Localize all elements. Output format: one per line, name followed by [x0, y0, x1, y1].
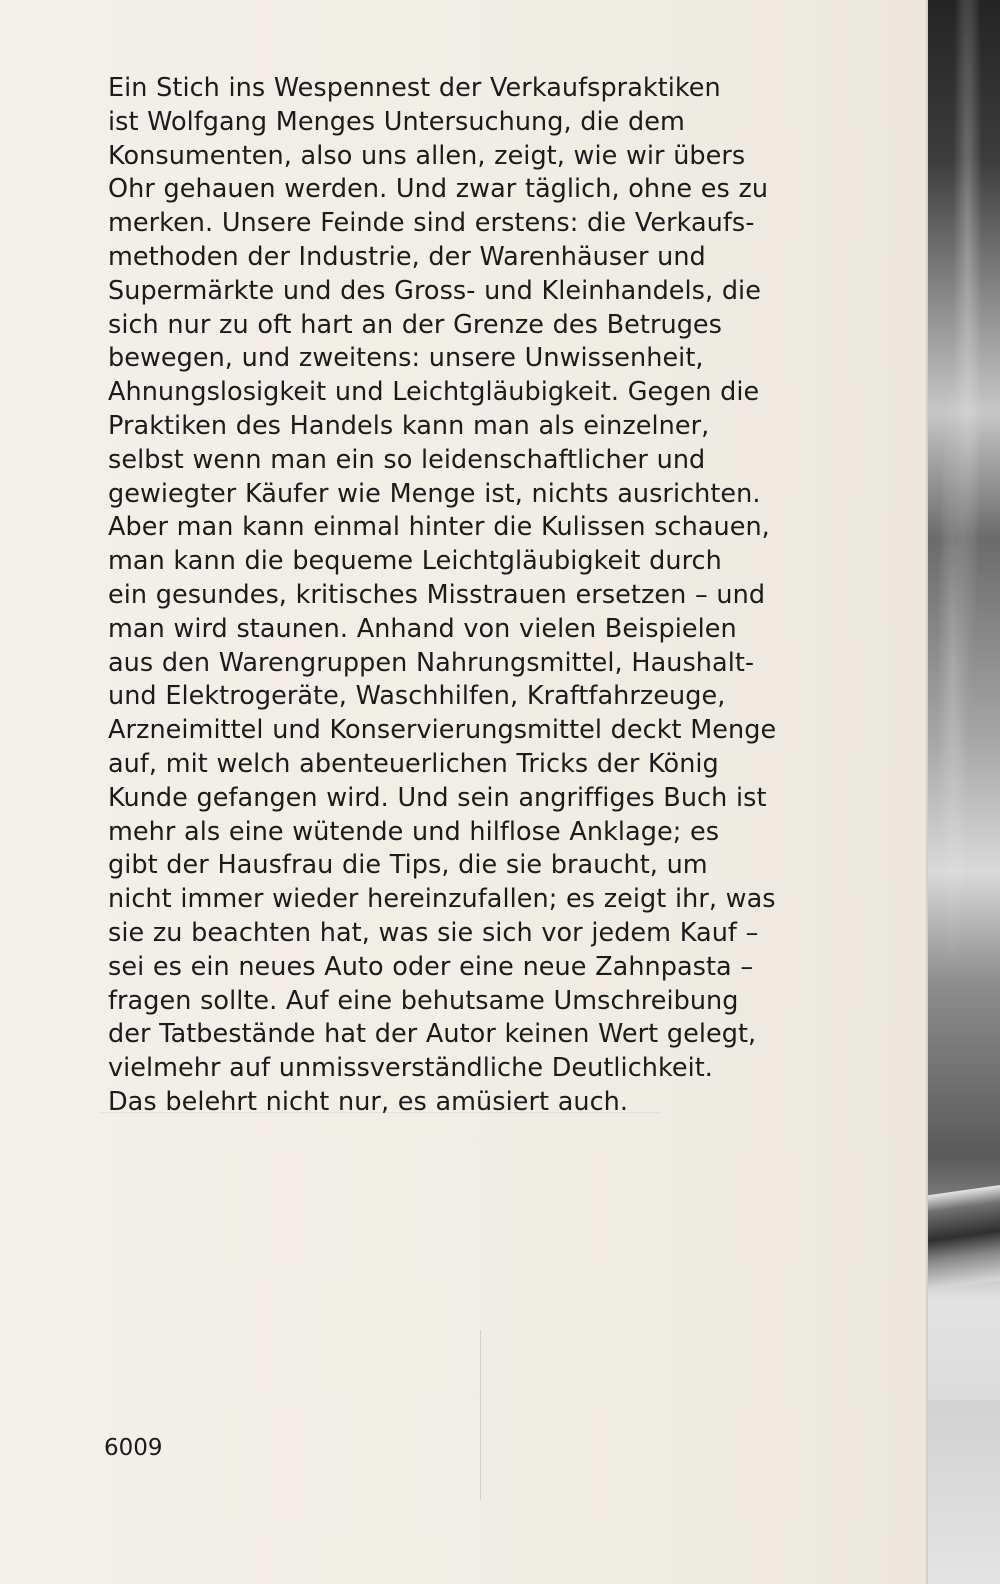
blurb-line: Das belehrt nicht nur, es amüsiert auch. — [108, 1086, 629, 1117]
blurb-line: Konsumenten, also uns allen, zeigt, wie wir übers — [108, 140, 746, 171]
blurb-line: Kunde gefangen wird. Und sein angriffiges Buch ist — [108, 782, 767, 813]
catalog-number: 6009 — [104, 1435, 163, 1461]
cover-photo-edge — [926, 0, 1000, 1584]
blurb-line: gibt der Hausfrau die Tips, die sie braucht, um — [108, 850, 708, 881]
blurb-line: Ahnungslosigkeit und Leichtgläubigkeit. Gegen die — [108, 377, 760, 408]
blurb-line: vielmehr auf unmissverständliche Deutlichkeit. — [108, 1053, 713, 1084]
blurb-line: der Tatbestände hat der Autor keinen Wert gelegt, — [108, 1019, 757, 1050]
blurb-line: ein gesundes, kritisches Misstrauen ersetzen – und — [108, 579, 766, 610]
blurb-line: Arzneimittel und Konservierungsmittel deckt Menge — [108, 715, 777, 746]
blurb-line: fragen sollte. Auf eine behutsame Umschreibung — [108, 985, 739, 1016]
paper-crease — [480, 1330, 481, 1500]
back-cover-blurb — [108, 72, 828, 1120]
blurb-line: merken. Unsere Feinde sind erstens: die Verkaufs- — [108, 208, 755, 239]
blurb-line: Ohr gehauen werden. Und zwar täglich, ohne es zu — [108, 174, 769, 205]
blurb-line: auf, mit welch abenteuerlichen Tricks der König — [108, 748, 719, 779]
blurb-line: Supermärkte und des Gross- und Kleinhandels, die — [108, 275, 761, 306]
blurb-line: gewiegter Käufer wie Menge ist, nichts ausrichten. — [108, 478, 761, 509]
blurb-line: mehr als eine wütende und hilflose Anklage; es — [108, 816, 720, 847]
blurb-line: man kann die bequeme Leichtgläubigkeit durch — [108, 546, 722, 577]
blurb-line: Ein Stich ins Wespennest der Verkaufspraktiken — [108, 73, 721, 103]
blurb-line: aus den Warengruppen Nahrungsmittel, Haushalt- — [108, 647, 755, 678]
blurb-line: sei es ein neues Auto oder eine neue Zahnpasta – — [108, 951, 754, 982]
blurb-line: bewegen, und zweitens: unsere Unwissenheit, — [108, 343, 704, 374]
blurb-line: selbst wenn man ein so leidenschaftlicher und — [108, 444, 706, 475]
blurb-line: ist Wolfgang Menges Untersuchung, die dem — [108, 106, 685, 137]
blurb-line: sich nur zu oft hart an der Grenze des Betruges — [108, 309, 723, 340]
blurb-line: Aber man kann einmal hinter die Kulissen schauen, — [108, 512, 770, 543]
blurb-line: Praktiken des Handels kann man als einzelner, — [108, 410, 710, 441]
blurb-line: methoden der Industrie, der Warenhäuser und — [108, 241, 706, 272]
blurb-line: nicht immer wieder hereinzufallen; es zeigt ihr, was — [108, 884, 776, 915]
blurb-line: man wird staunen. Anhand von vielen Beispielen — [108, 613, 737, 644]
blurb-line: und Elektrogeräte, Waschhilfen, Kraftfahrzeuge, — [108, 681, 726, 712]
blurb-line: sie zu beachten hat, was sie sich vor jedem Kauf – — [108, 917, 759, 948]
